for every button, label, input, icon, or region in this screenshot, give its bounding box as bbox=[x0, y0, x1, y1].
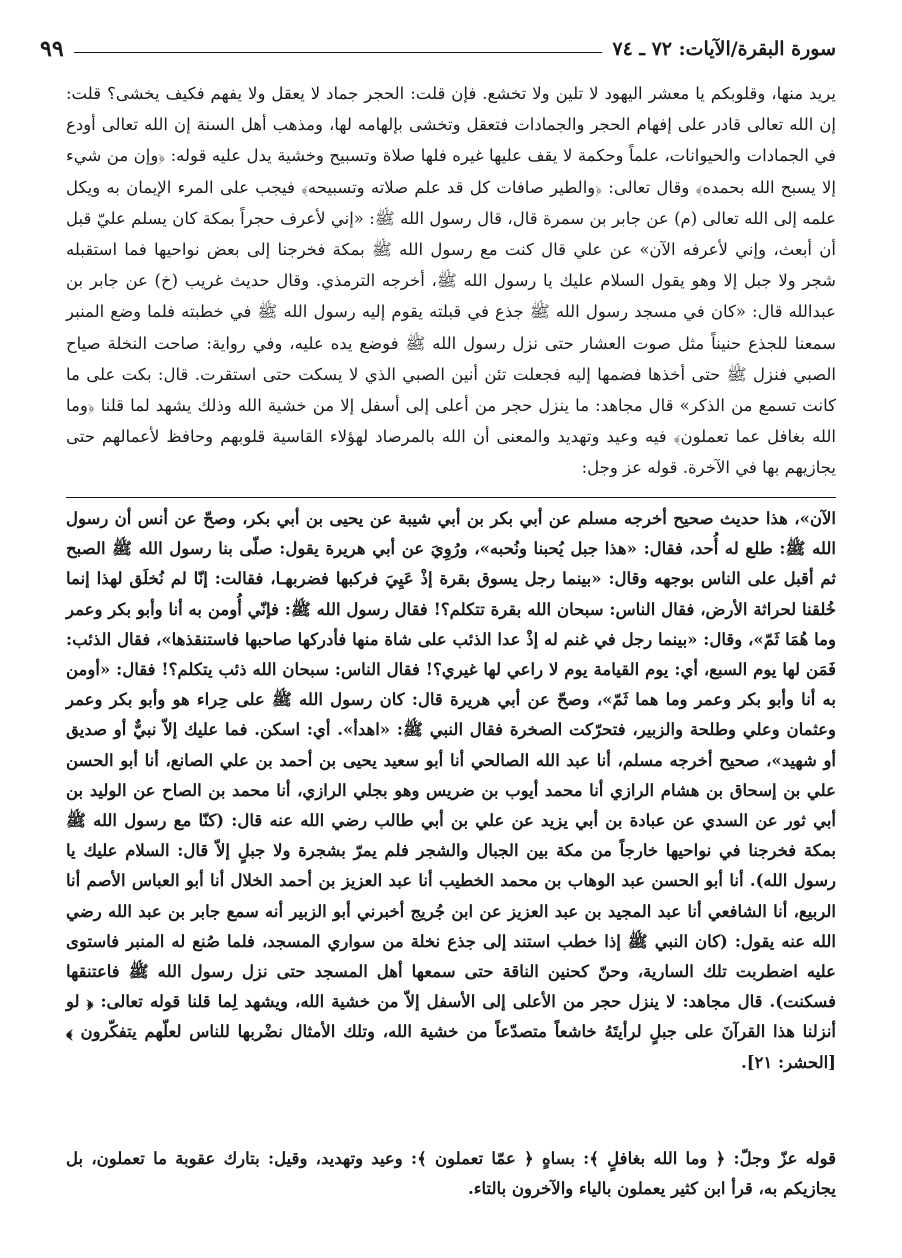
tafsir-paragraph: يريد منها، وقلوبكم يا معشر اليهود لا تلين ولا تخشع. فإن قلت: الحجر جماد لا يعقل ولا يفهم فكيف يخشى؟ قلت: إن الله تعالى قادر على إفهام الحجر والجمادات فتعقل وتخشى بإلهامه لها، ومذهب أهل السنة إن الله تعالى أودع في الجمادات والحيوانات، علماً وحكمة لا يقف عليها غيره فلها صلاة وتسبيح وخشية يدل عليه قوله: ﴿وإن من شيء إلا يسبح الله بحمده﴾ وقال تعالى: ﴿والطير صافات كل قد علم صلاته وتسبيحه﴾ فيجب على المرء الإيمان به ويكل علمه إلى الله تعالى (م) عن جابر بن سمرة قال، قال رسول الله ﷺ: «إني لأعرف حجراً بمكة كان يسلم عليّ قبل أن أبعث، وإني لأعرفه الآن» عن علي قال كنت مع رسول الله ﷺ بمكة فخرجنا إلى بعض نواحيها فما استقبله شجر ولا جبل إلا وهو يقول السلام عليك يا رسول الله ﷺ، أخرجه الترمذي. وقال حديث غريب (خ) عن جابر بن عبدالله قال: «كان في مسجد رسول الله ﷺ جذع في قبلته يقوم إليه رسول الله ﷺ في خطبته فلما وضع المنبر سمعنا للجذع حنيناً مثل صوت العشار حتى نزل رسول الله ﷺ فوضع يده عليه، وفي رواية: صاحت النخلة صياح الصبي فنزل ﷺ حتى أخذها فضمها إليه فجعلت تئن أنين الصبي الذي لا يسكت حتى استقرت. قال: بكت على ما كانت تسمع من الذكر» قال مجاهد: ما ينزل حجر من أعلى إلى أسفل إلا من خشية الله وذلك يشهد لما قلنا ﴿وما الله بغافل عما تعملون﴾ فيه وعيد وتهديد والمعنى أن الله بالمرصاد لهؤلاء القاسية قلوبهم وحافظ لأعمالهم حتى يجازيهم بها في الآخرة. قوله عز وجل: bbox=[66, 84, 836, 478]
page-number: ٩٩ bbox=[40, 36, 64, 62]
commentary-block bbox=[66, 1144, 836, 1204]
surah-title: سورة البقرة/الآيات: ٧٢ ـ ٧٤ bbox=[612, 38, 836, 60]
header-rule bbox=[74, 52, 603, 53]
hadith-notes-block bbox=[66, 504, 836, 1078]
commentary-paragraph: قوله عزّ وجلّ: ﴿ وما الله بغافلٍ ﴾: بساهٍ ﴿ عمّا تعملون ﴾: وعيد وتهديد، وقيل: بتارك عقوبة ما تعملون، بل يجازيكم به، قرأ ابن كثير يعملون بالياء والآخرون بالتاء. bbox=[66, 1149, 836, 1198]
hadith-notes-paragraph: الآن»، هذا حديث صحيح أخرجه مسلم عن أبي بكر بن أبي شيبة عن يحيى بن أبي بكر، وصحّ عن أنس أن رسول الله ﷺ: طلع له أُحد، فقال: «هذا جبل يُحبنا ونُحبه»، ورُوِيَ عن أبي هريرة يقول: صلّى بنا رسول الله ﷺ الصبح ثم أقبل على الناس بوجهه وقال: «بينما رجل يسوق بقرة إذْ عَيِيَ فركبها فضربهـا، فقالت: إنّا لم نُخلَق لهذا إنما خُلقنا لحراثة الأرض، فقال الناس: سبحان الله بقرة تتكلم؟! فقال رسول الله ﷺ: فإنّي أُومن به أنا وأبو بكر وعمر وما هُمَا ثَمّ»، وقال: «بينما رجل في غنم له إذْ عدا الذئب على شاة منها فأدركها صاحبها فاستنقذها»، فقال الذئب: فَمَن لها يوم السبع، أي: يوم القيامة يوم لا راعي لها غيري؟! فقال الناس: سبحان الله ذئب يتكلم؟! فقال: «أومن به أنا وأبو بكر وعمر وما هما ثَمّ»، وصحّ عن أبي هريرة قال: كان رسول الله ﷺ على حِراء هو وأبو بكر وعمر وعثمان وعلي وطلحة والزبير، فتحرّكت الصخرة فقال النبي ﷺ: «اهدأ». أي: اسكن. فما عليك إلاّ نبيٌّ أو صديق أو شهيد»، صحيح أخرجه مسلم، أنا عبد الله الصالحي أنا أبو سعيد يحيى بن أحمد بن علي الصانع، أنا أبو الحسن علي بن إسحاق بن هشام الرازي أنا محمد أيوب بن ضريس وهو بجلي الرازي، أنا محمد بن الصاح عن الوليد بن أبي ثور عن السدي عن عبادة بن أبي يزيد عن علي بن أبي طالب رضي الله عنه قال: (كنّا مع رسول الله ﷺ بمكة فخرجنا في نواحيها خارجاً من مكة بين الجبال والشجر فلم يمرّ بشجرة ولا جبلٍ إلاّ قال: السلام عليك يا رسول الله). أنا أبو الحسن عبد الوهاب بن محمد الخطيب أنا عبد العزيز بن أحمد الخلال أنا أبو العباس الأصم أنا الربيع، أنا الشافعي أنا عبد المجيد بن عبد العزيز عن ابن جُريج أخبرني أبو الزبير أنه سمع جابر بن عبد الله رضي الله عنه يقول: (كان النبي ﷺ إذا خطب استند إلى جذع نخلة من سواري المسجد، فلما صُنع له المنبر فاستوى عليه اضطربت تلك السارية، وحنّ كحنين الناقة حتى سمعها أهل المسجد حتى نزل رسول الله ﷺ فاعتنقها فسكنت). قال مجاهد: لا ينزل حجر من الأعلى إلى الأسفل إلاّ من خشية الله، ويشهد لِما قلنا قوله تعالى: ﴿ لو أنزلنا هذا القرآنَ على جبلٍ لرأيتَهُ خاشعاً متصدّعاً من خشية الله، وتلك الأمثال نضْربها للناس لعلّهم يتفكّرون ﴾ [الحشر: ٢١]. bbox=[66, 509, 836, 1072]
tafsir-text-block bbox=[66, 78, 836, 484]
section-divider bbox=[66, 497, 836, 498]
page-header bbox=[40, 30, 836, 66]
